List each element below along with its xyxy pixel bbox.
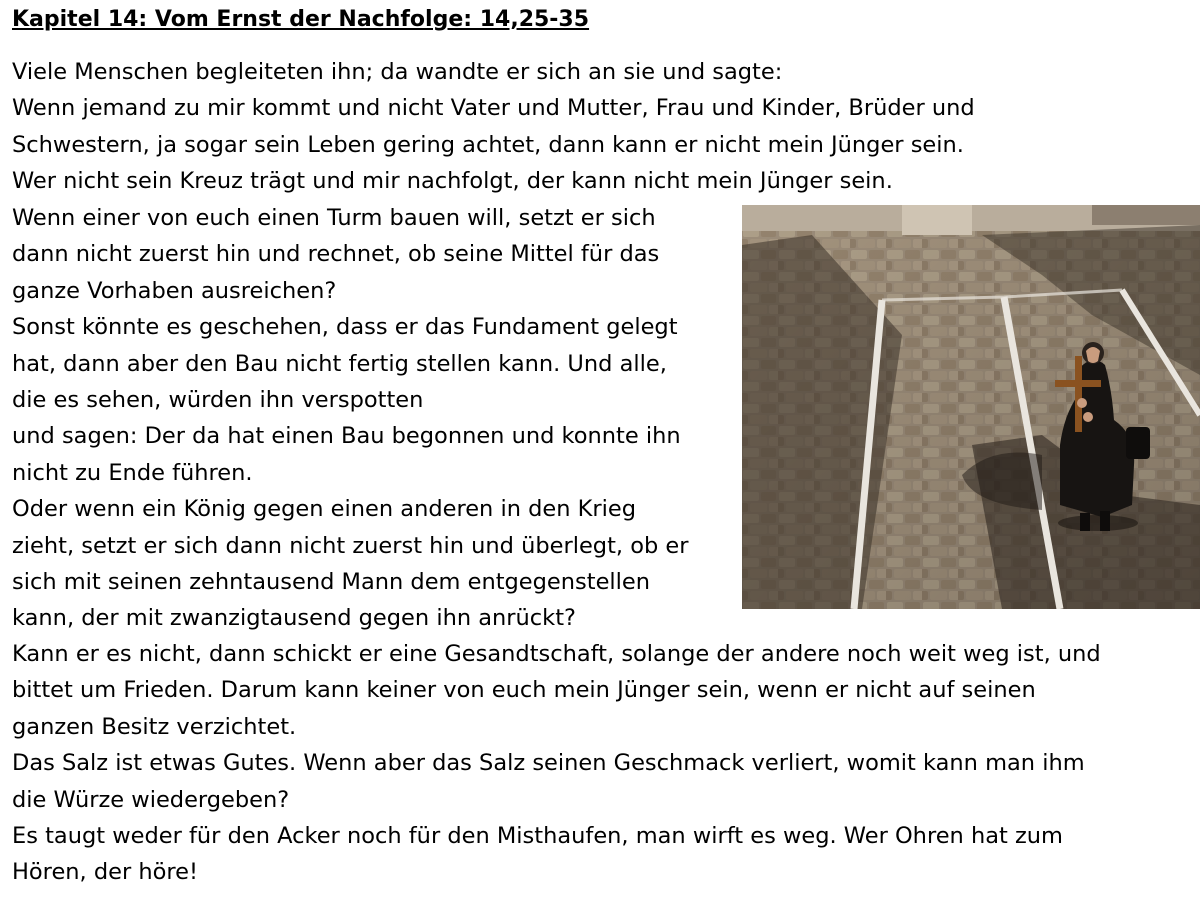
text-line: zieht, setzt er sich dann nicht zuerst hin und überlegt, ob er: [12, 532, 689, 559]
text-line: Schwestern, ja sogar sein Leben gering achtet, dann kann er nicht mein Jünger sein.: [12, 131, 964, 158]
slide-title: Kapitel 14: Vom Ernst der Nachfolge: 14,25-35: [12, 7, 590, 32]
text-line: dann nicht zuerst hin und rechnet, ob seine Mittel für das: [12, 241, 660, 268]
text-line: Es taugt weder für den Acker noch für den Misthaufen, man wirft es weg. Wer Ohren hat zum: [12, 823, 1063, 850]
text-line: Viele Menschen begleiteten ihn; da wandte er sich an sie und sagte:: [12, 59, 783, 85]
text-line: ganze Vorhaben ausreichen?: [12, 277, 337, 304]
text-line: Hören, der höre!: [12, 859, 199, 886]
text-line: hat, dann aber den Bau nicht fertig stellen kann. Und alle,: [12, 350, 667, 377]
text-line: Wenn jemand zu mir kommt und nicht Vater und Mutter, Frau und Kinder, Brüder und: [12, 95, 975, 122]
text-line: und sagen: Der da hat einen Bau begonnen und konnte ihn: [12, 423, 681, 450]
text-line: Sonst könnte es geschehen, dass er das Fundament gelegt: [12, 314, 678, 341]
photo-woman-carrying-cross: [742, 205, 1200, 609]
text-line: Oder wenn ein König gegen einen anderen in den Krieg: [12, 496, 637, 523]
text-line: bittet um Frieden. Darum kann keiner von euch mein Jünger sein, wenn er nicht auf seinen: [12, 677, 1036, 704]
text-line: Das Salz ist etwas Gutes. Wenn aber das Salz seinen Geschmack verliert, womit kann man ihm: [12, 750, 1085, 777]
text-line: Wenn einer von euch einen Turm bauen will, setzt er sich: [12, 205, 656, 231]
text-line: die es sehen, würden ihn verspotten: [12, 387, 424, 414]
text-line: ganzen Besitz verzichtet.: [12, 713, 297, 740]
text-line: Wer nicht sein Kreuz trägt und mir nachfolgt, der kann nicht mein Jünger sein.: [12, 168, 893, 195]
text-line: kann, der mit zwanzigtausend gegen ihn anrückt?: [12, 605, 576, 632]
text-line: Kann er es nicht, dann schickt er eine Gesandtschaft, solange der andere noch weit weg ist, und: [12, 641, 1101, 667]
text-line: die Würze wiedergeben?: [12, 786, 290, 813]
text-line: sich mit seinen zehntausend Mann dem entgegenstellen: [12, 569, 651, 596]
left-paragraph: [12, 200, 689, 637]
bottom-paragraph: [12, 636, 1101, 891]
intro-paragraph: [12, 54, 975, 200]
text-line: nicht zu Ende führen.: [12, 459, 253, 486]
